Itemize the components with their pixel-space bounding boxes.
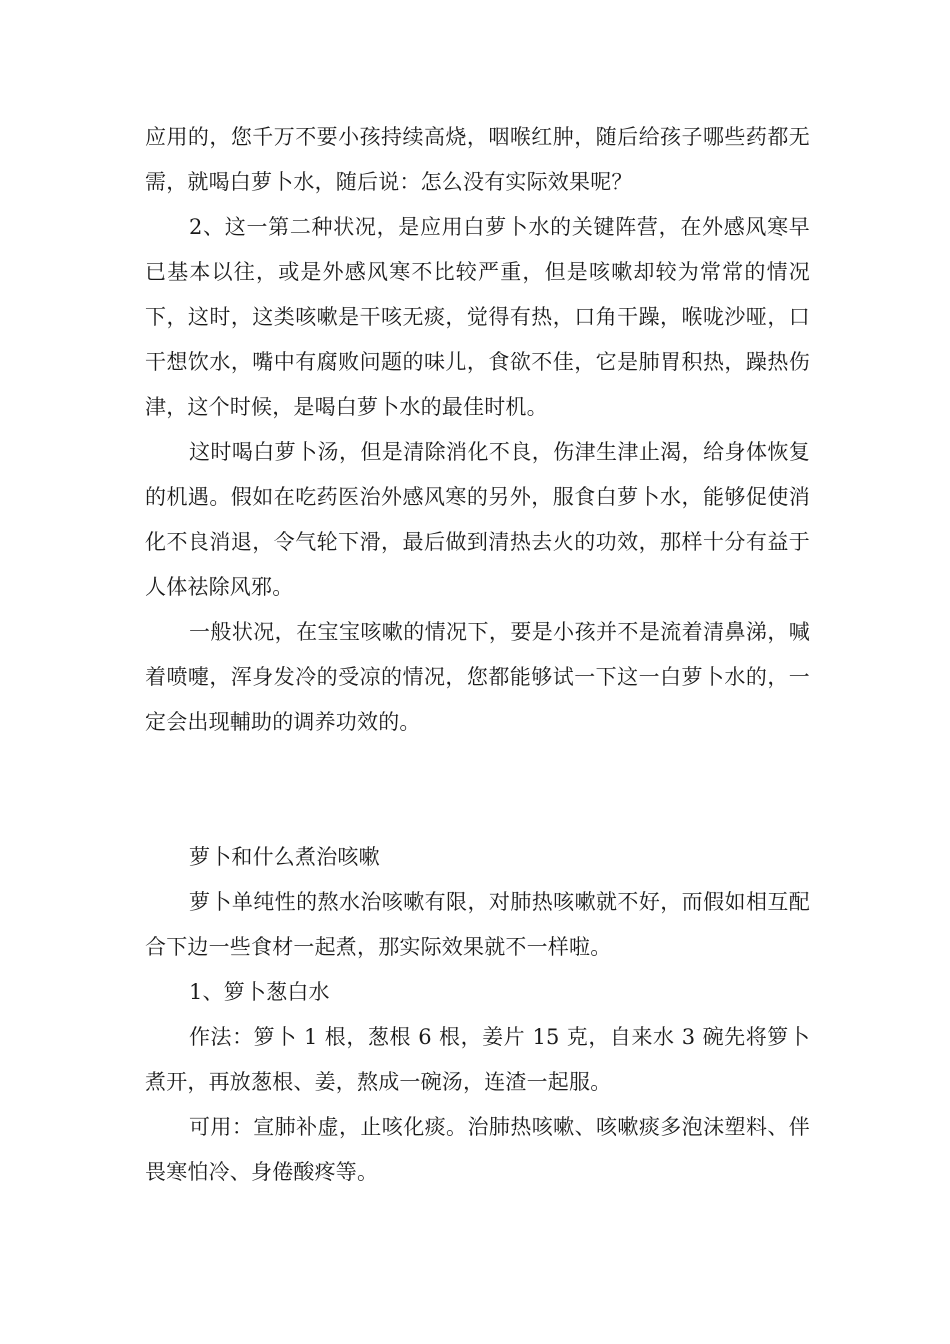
paragraph-item-2: 2、这一第二种状况，是应用白萝卜水的关键阵营，在外感风寒早已基本以往，或是外感风寒不比较严重，但是咳嗽却较为常常的情况下，这时，这类咳嗽是干咳无痰，觉得有热，口角干躁，喉咙沙哑，口干想饮水，嘴中有腐败问题的味儿，食欲不佳，它是肺胃积热，躁热伤津，这个时候，是喝白萝卜水的最佳时机。 <box>145 215 810 419</box>
recipe-usage: 可用：宣肺补虚，止咳化痰。治肺热咳嗽、咳嗽痰多泡沫塑料、伴畏寒怕冷、身倦酸疼等。 <box>145 1115 810 1184</box>
paragraph-intro: 萝卜单纯性的熬水治咳嗽有限，对肺热咳嗽就不好，而假如相互配合下边一些食材一起煮，那实际效果就不一样啦。 <box>145 890 810 959</box>
paragraph-general-condition: 一般状况，在宝宝咳嗽的情况下，要是小孩并不是流着清鼻涕，喊着喷嚏，浑身发冷的受凉的情况，您都能够试一下这一白萝卜水的，一定会出现輔助的调养功效的。 <box>145 620 810 734</box>
blank-gap <box>145 745 810 835</box>
document-body <box>145 115 810 1195</box>
section-heading: 萝卜和什么煮治咳嗽 <box>189 845 380 869</box>
paragraph-drinking-soup: 这时喝白萝卜汤，但是清除消化不良，伤津生津止渴，给身体恢复的机遇。假如在吃药医治外感风寒的另外，服食白萝卜水，能够促使消化不良消退，令气轮下滑，最后做到清热去火的功效，那样十分有益于人体祛除风邪。 <box>145 440 810 599</box>
recipe-title: 1、箩卜葱白水 <box>189 980 330 1004</box>
recipe-method: 作法：箩卜 1 根，葱根 6 根，姜片 15 克，自来水 3 碗先将箩卜煮开，再放葱根、姜，熬成一碗汤，连渣一起服。 <box>145 1025 810 1094</box>
paragraph-continued: 应用的，您千万不要小孩持续高烧，咽喉红肿，随后给孩子哪些药都无需，就喝白萝卜水，随后说：怎么没有实际效果呢？ <box>145 125 810 194</box>
